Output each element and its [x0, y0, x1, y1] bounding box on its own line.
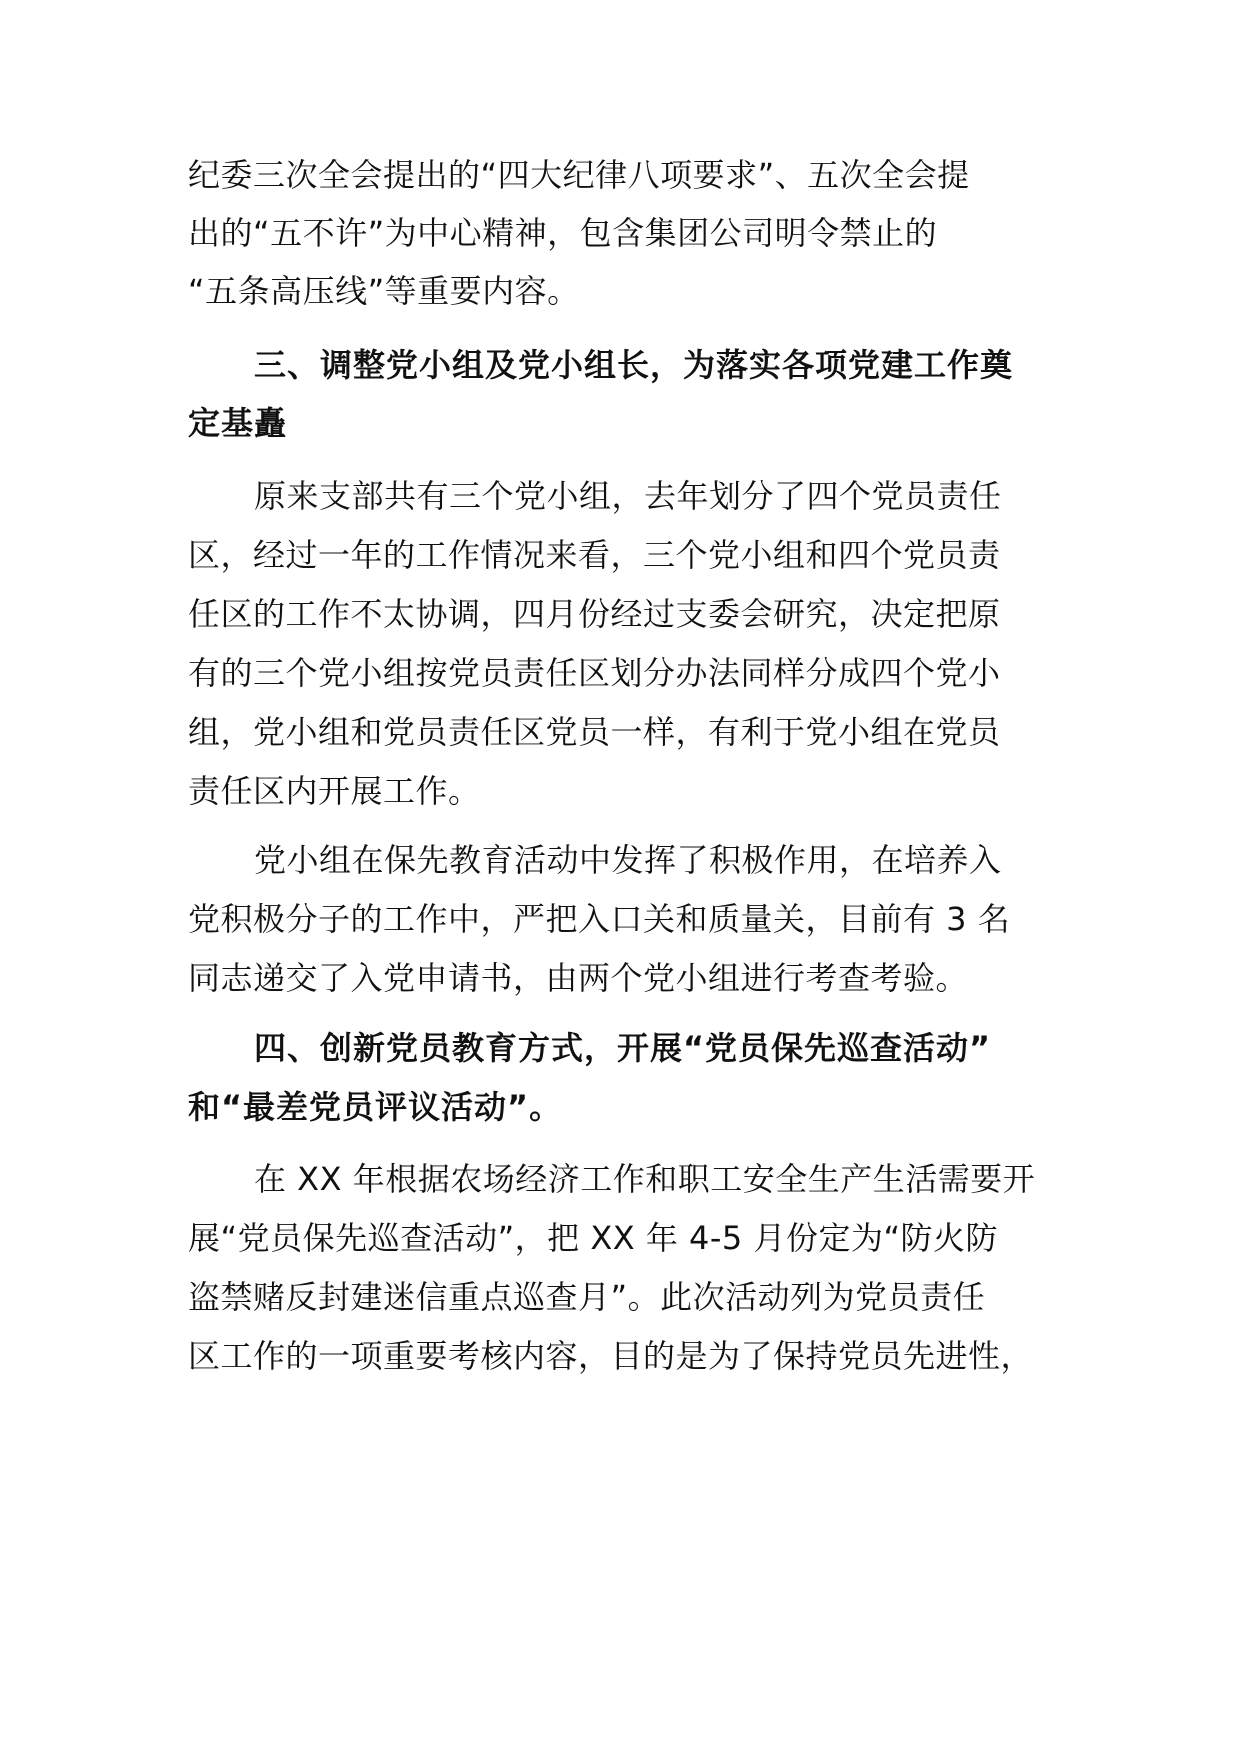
section-three-p1-line-2: 区，经过一年的工作情况来看，三个党小组和四个党员责 [188, 536, 1001, 574]
section-four-heading-line-1: 四、创新党员教育方式，开展“党员保先巡查活动” [254, 1029, 992, 1067]
section-three-p1-line-3: 任区的工作不太协调，四月份经过支委会研究，决定把原 [188, 595, 1001, 633]
section-three-p2-line-2: 党积极分子的工作中，严把入口关和质量关，目前有 3 名 [188, 900, 1011, 938]
section-three-heading-line-1: 三、调整党小组及党小组长，为落实各项党建工作奠 [254, 346, 1014, 384]
section-four-p1-line-2: 展“党员保先巡查活动”，把 XX 年 4-5 月份定为“防火防 [188, 1219, 999, 1257]
section-four-p1-line-3: 盗禁赌反封建迷信重点巡查月”。此次活动列为党员责任 [188, 1278, 986, 1316]
intro-line-2: 出的“五不许”为中心精神，包含集团公司明令禁止的 [188, 214, 938, 252]
section-four-heading-line-2: 和“最差党员评议活动”。 [188, 1088, 563, 1126]
section-three-p2-line-3: 同志递交了入党申请书，由两个党小组进行考查考验。 [188, 959, 969, 997]
section-three-p1-line-5: 组，党小组和党员责任区党员一样，有利于党小组在党员 [188, 713, 1001, 751]
section-three-p1-line-6: 责任区内开展工作。 [188, 772, 481, 810]
intro-line-1: 纪委三次全会提出的“四大纪律八项要求”、五次全会提 [188, 156, 970, 194]
section-four-p1-line-4: 区工作的一项重要考核内容，目的是为了保持党员先进性， [188, 1337, 1034, 1375]
section-four-p1-line-1: 在 XX 年根据农场经济工作和职工安全生产生活需要开 [254, 1160, 1036, 1198]
section-three-p1-line-1: 原来支部共有三个党小组，去年划分了四个党员责任 [254, 477, 1002, 515]
section-three-p1-line-4: 有的三个党小组按党员责任区划分办法同样分成四个党小 [188, 654, 1001, 692]
section-three-heading-line-2: 定基矗 [188, 404, 288, 442]
section-three-p2-line-1: 党小组在保先教育活动中发挥了积极作用，在培养入 [254, 841, 1002, 879]
intro-line-3: “五条高压线”等重要内容。 [188, 272, 580, 310]
